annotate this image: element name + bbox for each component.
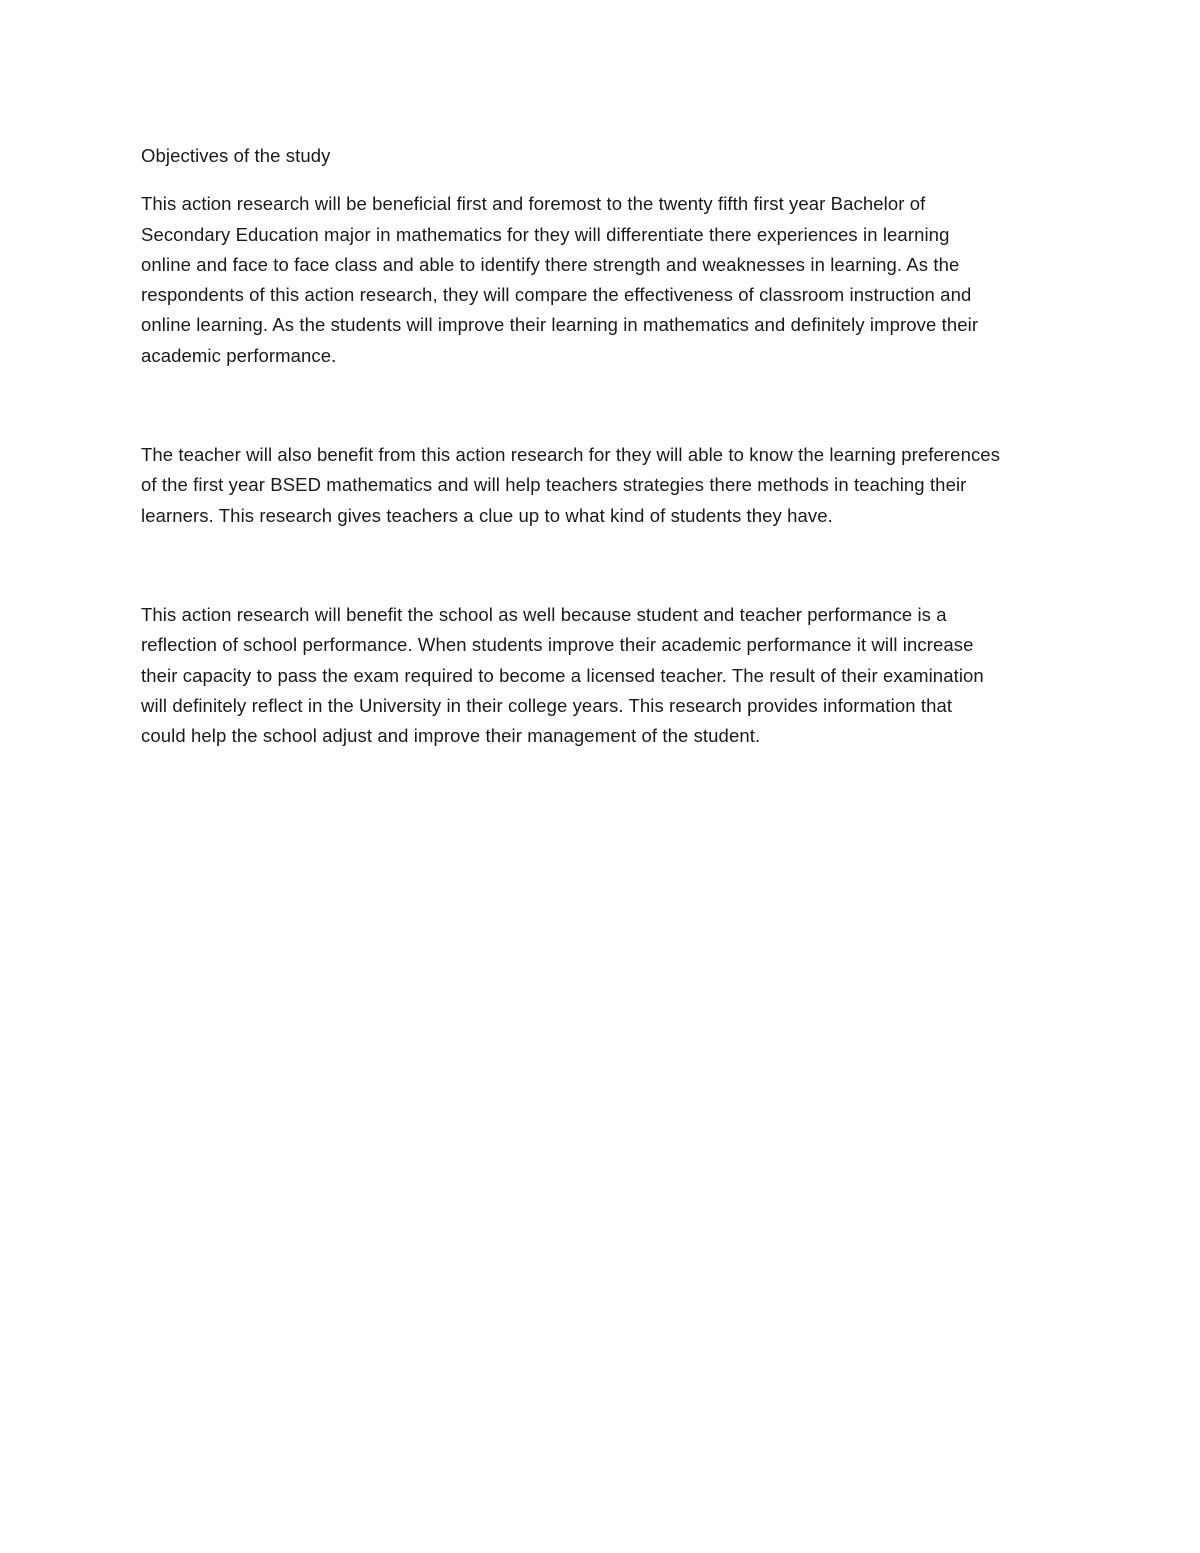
paragraph-line: This action research will benefit the school as well because student and teacher performance is a (141, 603, 947, 625)
paragraph-spacer (141, 531, 1061, 600)
document-body (141, 141, 1061, 751)
paragraph-line: of the first year BSED mathematics and will help teachers strategies there methods in teaching their (141, 474, 967, 496)
paragraph-line: reflection of school performance. When students improve their academic performance it will increase (141, 634, 974, 656)
paragraph-teacher (141, 440, 1061, 531)
paragraph-line: This action research will be beneficial first and foremost to the twenty fifth first year Bachelor of (141, 193, 926, 215)
paragraph-line: online learning. As the students will improve their learning in mathematics and definitely improve their (141, 314, 979, 336)
paragraph-line: respondents of this action research, they will compare the effectiveness of classroom instruction and (141, 284, 972, 306)
paragraph-line: their capacity to pass the exam required to become a licensed teacher. The result of their examination (141, 664, 984, 686)
paragraph-line: The teacher will also benefit from this action research for they will able to know the learning preferences (141, 444, 1001, 466)
paragraph-students (141, 189, 1061, 371)
paragraph-line: will definitely reflect in the University in their college years. This research provides information that (141, 694, 953, 716)
paragraph-line: academic performance. (141, 344, 337, 366)
paragraph-line: could help the school adjust and improve their management of the student. (141, 725, 761, 747)
paragraph-school (141, 600, 1061, 751)
section-heading: Objectives of the study (141, 145, 331, 166)
paragraph-line: learners. This research gives teachers a clue up to what kind of students they have. (141, 504, 833, 526)
paragraph-line: online and face to face class and able to identify there strength and weaknesses in learning. As the (141, 253, 960, 275)
paragraph-spacer (141, 371, 1061, 440)
paragraph-line: Secondary Education major in mathematics for they will differentiate there experiences in learning (141, 223, 950, 245)
